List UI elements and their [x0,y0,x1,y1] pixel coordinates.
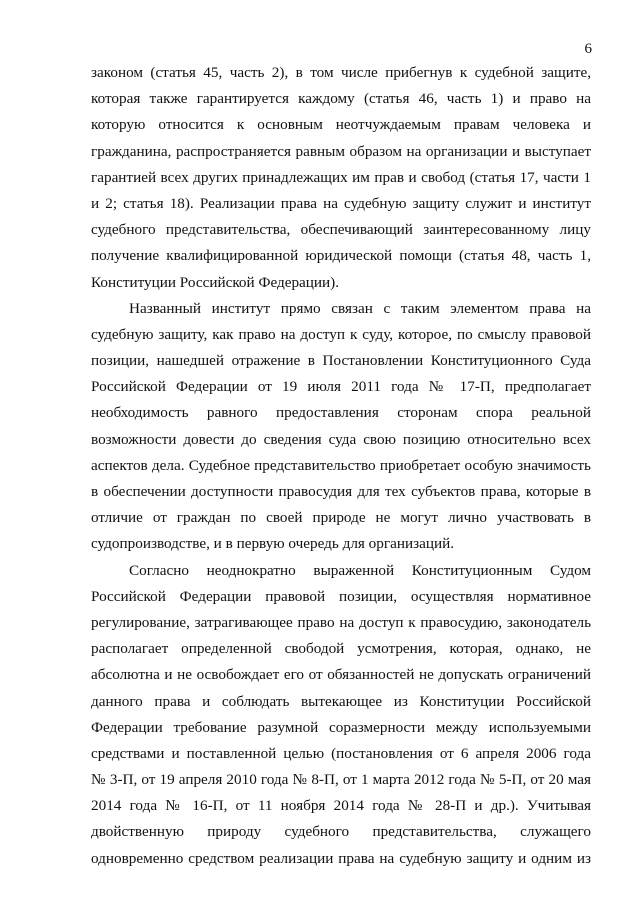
text-line: отличие от граждан по своей природе не могут лично участвовать в [91,509,591,527]
text-line: возможности довести до сведения суда свою позицию относительно всех [91,430,591,448]
text-line: позиции, нашедшей отражение в Постановлении Конституционного Суда [91,352,591,370]
text-line: абсолютна и не освобождает его от обязанностей не допускать ограничений [91,666,591,684]
text-line: гарантией всех других принадлежащих им прав и свобод (статья 17, части 1 [91,168,591,186]
page-number: 6 [584,41,592,57]
text-line: данного права и соблюдать вытекающее из Конституции Российской [91,692,591,710]
text-line: гражданина, распространяется равным образом на организации и выступает [91,142,591,160]
text-line: располагает определенной свободой усмотрения, которая, однако, не [91,640,591,658]
text-line: регулирование, затрагивающее право на доступ к правосудию, законодатель [91,613,591,631]
text-line: Конституции Российской Федерации). [91,273,340,291]
text-line: Российской Федерации правовой позиции, осуществляя нормативное [91,587,591,605]
text-line: Согласно неоднократно выраженной Конституционным Судом [129,561,591,579]
text-line: Федерации требование разумной соразмерности между используемыми [91,718,591,736]
text-line: аспектов дела. Судебное представительство приобретает особую значимость [91,456,591,474]
paragraph-3 [91,558,591,872]
text-line: необходимость равного предоставления сторонам спора реальной [91,404,591,422]
paragraph-2 [91,296,591,558]
text-line: 2014 года № 16-П, от 11 ноября 2014 года № 28-П и др.). Учитывая [91,797,591,815]
text-line: получение квалифицированной юридической помощи (статья 48, часть 1, [91,247,591,265]
text-line: № 3-П, от 19 апреля 2010 года № 8-П, от 1 марта 2012 года № 5-П, от 20 мая [91,771,591,789]
text-line: двойственную природу судебного представительства, служащего [91,823,591,841]
document-body [91,60,591,872]
text-line: и 2; статья 18). Реализации права на судебную защиту служит и институт [91,194,591,212]
text-line: в обеспечении доступности правосудия для тех субъектов права, которые в [91,483,591,500]
text-line: Названный институт прямо связан с таким элементом права на [129,299,591,317]
text-line: Российской Федерации от 19 июля 2011 года № 17-П, предполагает [91,378,591,396]
text-line: которая также гарантируется каждому (статья 46, часть 1) и право на [91,90,591,108]
text-line: судебного представительства, обеспечивающий заинтересованному лицу [91,221,591,239]
paragraph-1 [91,60,591,296]
text-line: средствами и поставленной целью (постановления от 6 апреля 2006 года [91,744,591,762]
text-line: судебную защиту, как право на доступ к суду, которое, по смыслу правовой [91,325,591,343]
text-line: судопроизводстве, и в первую очередь для организаций. [91,535,455,553]
text-line: законом (статья 45, часть 2), в том числе прибегнув к судебной защите, [91,64,591,81]
text-line: одновременно средством реализации права на судебную защиту и одним из [91,849,591,867]
text-line: которую относится к основным неотчуждаемым правам человека и [91,116,591,134]
